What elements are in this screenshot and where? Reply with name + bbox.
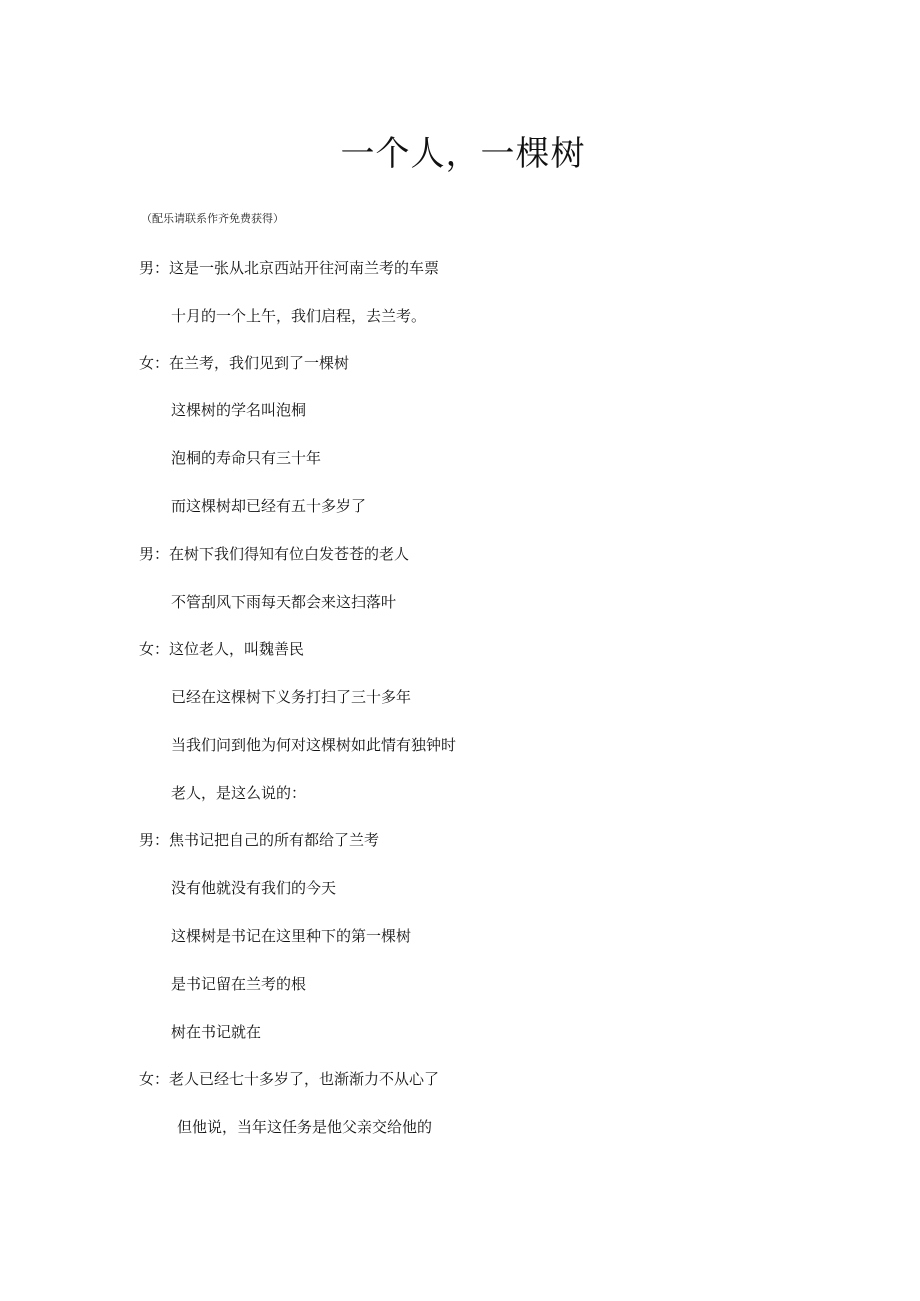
script-line: 男：这是一张从北京西站开往河南兰考的车票 [139,259,440,277]
script-line: 女：在兰考，我们见到了一棵树 [139,354,350,372]
music-note: （配乐请联系作齐免费获得） [141,212,284,225]
script-line: 男：焦书记把自己的所有都给了兰考 [139,831,380,849]
script-line: 树在书记就在 [171,1023,262,1041]
script-line: 而这棵树却已经有五十多岁了 [171,497,367,515]
script-line: 老人，是这么说的： [171,784,307,802]
script-line: 十月的一个上午，我们启程，去兰考。 [171,307,427,325]
script-line: 男：在树下我们得知有位白发苍苍的老人 [139,545,410,563]
script-line: 当我们问到他为何对这棵树如此情有独钟时 [171,736,457,754]
script-line: 不管刮风下雨每天都会来这扫落叶 [171,593,397,611]
script-line: 这棵树是书记在这里种下的第一棵树 [171,927,412,945]
script-line: 没有他就没有我们的今天 [171,879,337,897]
script-line: 这棵树的学名叫泡桐 [171,401,307,419]
script-line: 女：这位老人，叫魏善民 [139,640,305,658]
script-line: 已经在这棵树下义务打扫了三十多年 [171,688,412,706]
script-line: 女：老人已经七十多岁了，也渐渐力不从心了 [139,1070,440,1088]
script-line: 泡桐的寿命只有三十年 [171,449,322,467]
document-title: 一个人，一棵树 [340,134,586,174]
script-line: 但他说，当年这任务是他父亲交给他的 [177,1118,433,1136]
script-line: 是书记留在兰考的根 [171,975,307,993]
